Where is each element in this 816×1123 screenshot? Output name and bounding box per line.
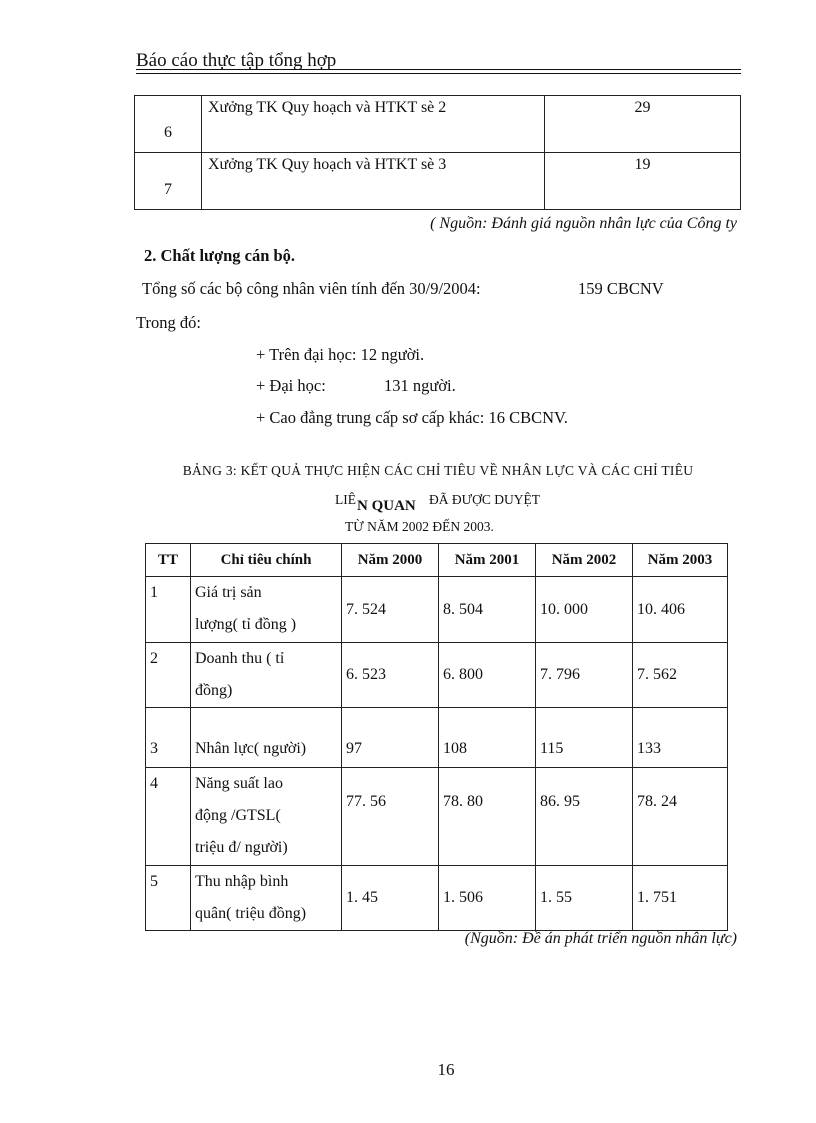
trong-do-label: Trong đó: bbox=[136, 313, 201, 332]
row-label: Doanh thu ( tỉ đồng) bbox=[191, 643, 342, 708]
cell-value: 1. 45 bbox=[342, 866, 439, 931]
cell-value: 6. 800 bbox=[439, 643, 536, 708]
page-number: 16 bbox=[437, 1060, 455, 1079]
cell-value: 7. 524 bbox=[342, 577, 439, 643]
cell-value: 78. 24 bbox=[633, 768, 728, 866]
table-row bbox=[146, 577, 728, 643]
table-row bbox=[146, 768, 728, 866]
table-row bbox=[135, 153, 741, 210]
table-row bbox=[135, 96, 741, 153]
row-label: Thu nhập bình quân( triệu đồng) bbox=[191, 866, 342, 931]
cell-value: 115 bbox=[536, 708, 633, 768]
section-heading: 2. Chất lượng cán bộ. bbox=[144, 246, 296, 265]
cell-value: 10. 406 bbox=[633, 577, 728, 643]
cell-value: 6. 523 bbox=[342, 643, 439, 708]
unit-name: Xưởng TK Quy hoạch và HTKT sè 2 bbox=[202, 96, 545, 153]
header-rule bbox=[136, 69, 741, 70]
column-header: Chỉ tiêu chính bbox=[191, 544, 342, 577]
cell-value: 10. 000 bbox=[536, 577, 633, 643]
table-row bbox=[146, 643, 728, 708]
row-tt: 1 bbox=[146, 577, 191, 643]
cell-value: 78. 80 bbox=[439, 768, 536, 866]
table-row bbox=[146, 708, 728, 768]
row-tt: 2 bbox=[146, 643, 191, 708]
cell-value: 1. 751 bbox=[633, 866, 728, 931]
table3-caption-line2c: ĐÃ ĐƯỢC DUYỆT bbox=[429, 492, 540, 507]
cell-value: 108 bbox=[439, 708, 536, 768]
table3-caption-line3: TỪ NĂM 2002 ĐẾN 2003. bbox=[345, 519, 494, 534]
cell-value: 133 bbox=[633, 708, 728, 768]
row-tt: 3 bbox=[146, 708, 191, 768]
bullet-university-value: 131 người. bbox=[384, 376, 456, 395]
table3-caption-line2a: LIÊ bbox=[335, 492, 356, 507]
cell-value: 77. 56 bbox=[342, 768, 439, 866]
bullet-postgraduate: + Trên đại học: 12 người. bbox=[256, 345, 425, 364]
cell-value: 8. 504 bbox=[439, 577, 536, 643]
table3-caption-line1: BẢNG 3: KẾT QUẢ THỰC HIỆN CÁC CHỈ TIÊU VỀ NHÂN LỰC VÀ CÁC CHỈ TIÊU bbox=[182, 463, 694, 478]
header-rule-thin bbox=[136, 73, 741, 74]
row-number: 7 bbox=[164, 181, 172, 198]
unit-table bbox=[134, 95, 741, 210]
cell-value: 86. 95 bbox=[536, 768, 633, 866]
row-tt: 4 bbox=[146, 768, 191, 866]
row-tt: 5 bbox=[146, 866, 191, 931]
page-header-title: Báo cáo thực tập tổng hợp bbox=[136, 50, 337, 71]
column-header: Năm 2002 bbox=[536, 544, 633, 577]
table2-source: (Nguồn: Đề án phát triển nguồn nhân lực) bbox=[464, 930, 737, 947]
total-label: Tổng số các bộ công nhân viên tính đến 30/9/2004: bbox=[142, 279, 481, 298]
cell-value: 7. 562 bbox=[633, 643, 728, 708]
column-header: Năm 2003 bbox=[633, 544, 728, 577]
column-header: Năm 2000 bbox=[342, 544, 439, 577]
unit-value: 29 bbox=[545, 96, 741, 153]
bullet-college: + Cao đẳng trung cấp sơ cấp khác: 16 CBCNV. bbox=[256, 408, 568, 427]
cell-value: 1. 55 bbox=[536, 866, 633, 931]
cell-value: 1. 506 bbox=[439, 866, 536, 931]
table1-source: ( Nguồn: Đánh giá nguồn nhân lực của Công ty bbox=[430, 215, 737, 232]
cell-value: 7. 796 bbox=[536, 643, 633, 708]
column-header: Năm 2001 bbox=[439, 544, 536, 577]
cell-value: 97 bbox=[342, 708, 439, 768]
table-row bbox=[146, 866, 728, 931]
table3-caption-line2b: N QUAN bbox=[357, 498, 416, 514]
bullet-university: + Đại học: bbox=[256, 376, 326, 395]
table-header-row bbox=[146, 544, 728, 577]
row-label: Giá trị sản lượng( tỉ đồng ) bbox=[191, 577, 342, 643]
unit-value: 19 bbox=[545, 153, 741, 210]
indicators-table bbox=[145, 543, 728, 931]
row-label: Năng suất lao động /GTSL( triệu đ/ người) bbox=[191, 768, 342, 866]
column-header: TT bbox=[146, 544, 191, 577]
total-value: 159 CBCNV bbox=[578, 279, 664, 298]
row-number: 6 bbox=[164, 124, 172, 141]
row-label: Nhân lực( người) bbox=[191, 708, 342, 768]
unit-name: Xưởng TK Quy hoạch và HTKT sè 3 bbox=[202, 153, 545, 210]
